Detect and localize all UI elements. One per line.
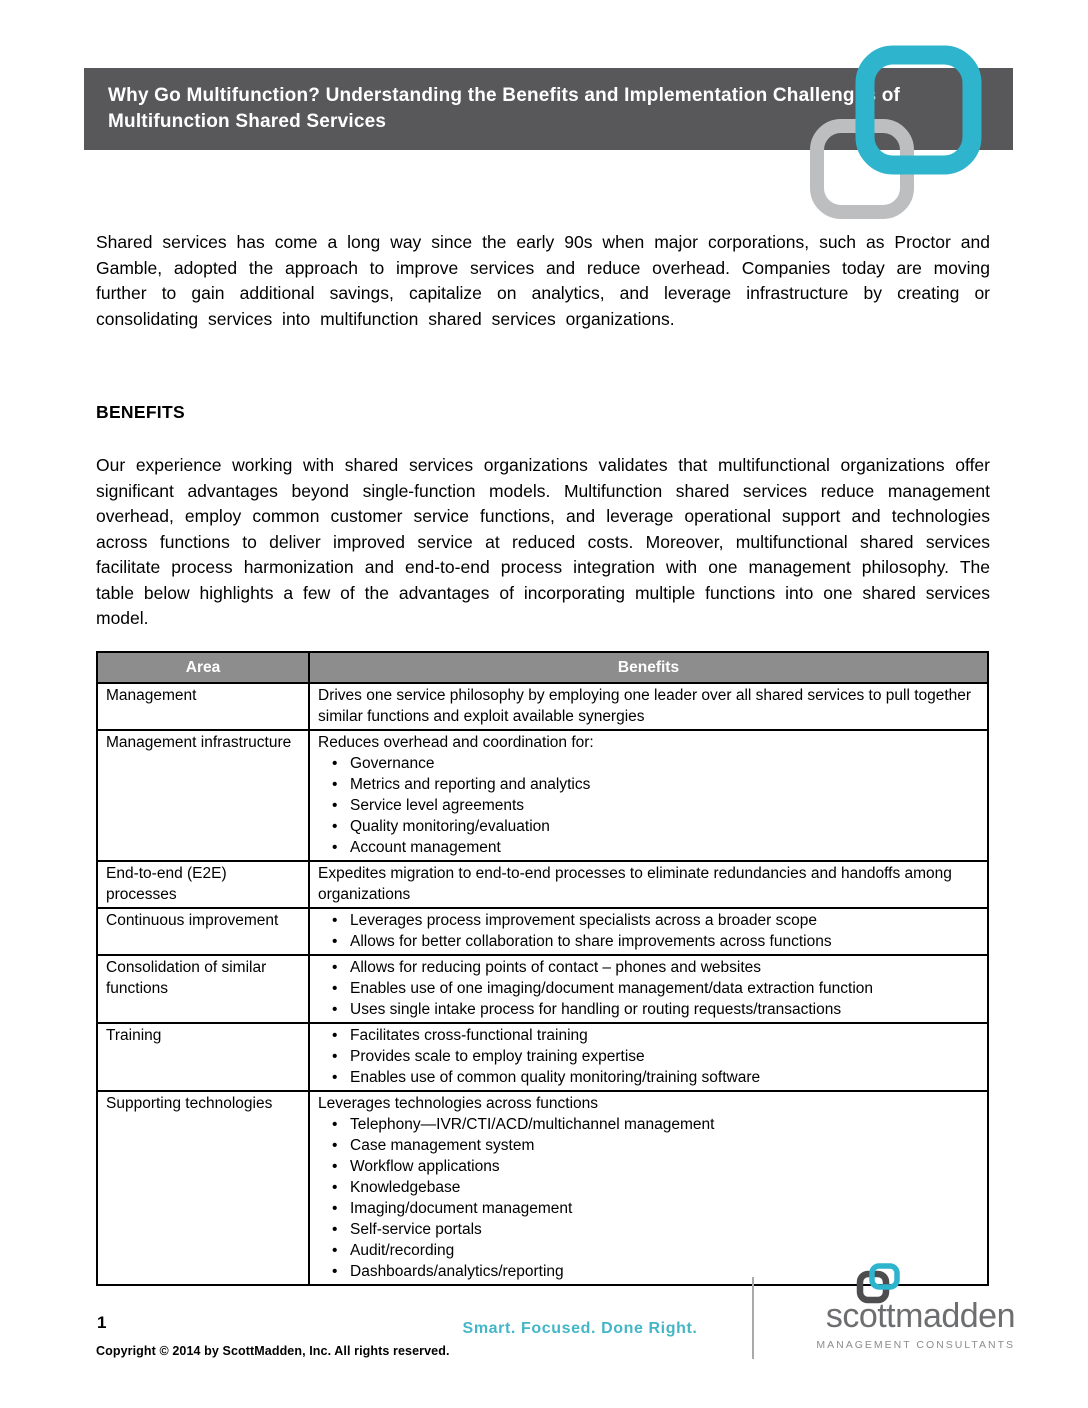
benefits-table-header xyxy=(97,652,988,683)
benefit-bullet-item: • Allows for better collaboration to share improvements across functions xyxy=(318,931,979,952)
footer-divider xyxy=(752,1277,754,1359)
table-row xyxy=(97,908,988,955)
benefit-bullet-item: • Dashboards/analytics/reporting xyxy=(318,1261,979,1282)
area-cell: Management infrastructure xyxy=(97,730,309,861)
benefit-intro: Expedites migration to end-to-end processes to eliminate redundancies and handoffs among organizations xyxy=(318,865,952,903)
area-cell: Management xyxy=(97,683,309,730)
benefit-bullet-item: • Allows for reducing points of contact – phones and websites xyxy=(318,957,979,978)
benefit-bullet-item: • Imaging/document management xyxy=(318,1198,979,1219)
benefit-bullet-list xyxy=(318,1114,979,1282)
benefits-table-body xyxy=(97,683,988,1285)
table-row xyxy=(97,1091,988,1285)
teal-ring-icon xyxy=(865,55,972,165)
footer-logo-subtitle: MANAGEMENT CONSULTANTS xyxy=(816,1339,1015,1351)
area-cell: Training xyxy=(97,1023,309,1091)
benefits-cell xyxy=(309,1023,988,1091)
benefit-bullet-item: • Provides scale to employ training expertise xyxy=(318,1046,979,1067)
column-header-area: Area xyxy=(97,652,309,683)
benefit-bullet-item: • Governance xyxy=(318,753,979,774)
benefit-bullet-list xyxy=(318,1025,979,1088)
table-row xyxy=(97,730,988,861)
benefit-bullet-item: • Audit/recording xyxy=(318,1240,979,1261)
footer-logo xyxy=(805,1296,1015,1351)
area-cell: End-to-end (E2E) processes xyxy=(97,861,309,908)
benefit-bullet-item: • Metrics and reporting and analytics xyxy=(318,774,979,795)
benefits-cell xyxy=(309,1091,988,1285)
benefit-bullet-list xyxy=(318,910,979,952)
benefits-cell xyxy=(309,730,988,861)
benefits-table xyxy=(96,651,989,1286)
benefit-bullet-item: • Workflow applications xyxy=(318,1156,979,1177)
table-row xyxy=(97,1023,988,1091)
document-title: Why Go Multifunction? Understanding the Benefits and Implementation Challenges of Multifunction Shared Services xyxy=(108,85,901,132)
page-number: 1 xyxy=(97,1313,107,1332)
benefit-bullet-item: • Service level agreements xyxy=(318,795,979,816)
footer-logo-name: scottmadden xyxy=(825,1297,1015,1335)
column-header-benefits: Benefits xyxy=(309,652,988,683)
header-row xyxy=(97,652,988,683)
benefit-bullet-item: • Facilitates cross-functional training xyxy=(318,1025,979,1046)
benefit-bullet-item: • Telephony—IVR/CTI/ACD/multichannel management xyxy=(318,1114,979,1135)
scottmadden-logo-mark-icon xyxy=(795,38,990,220)
table-row xyxy=(97,683,988,730)
footer-tagline: Smart. Focused. Done Right. xyxy=(462,1320,698,1337)
area-cell: Consolidation of similar functions xyxy=(97,955,309,1023)
benefit-bullet-item: • Enables use of one imaging/document management/data extraction function xyxy=(318,978,979,999)
area-cell: Continuous improvement xyxy=(97,908,309,955)
copyright-notice: Copyright © 2014 by ScottMadden, Inc. All rights reserved. xyxy=(96,1344,450,1358)
benefit-bullet-item: • Uses single intake process for handling or routing requests/transactions xyxy=(318,999,979,1020)
area-cell: Supporting technologies xyxy=(97,1091,309,1285)
table-row xyxy=(97,955,988,1023)
benefit-bullet-list xyxy=(318,957,979,1020)
benefits-cell xyxy=(309,908,988,955)
benefits-cell xyxy=(309,683,988,730)
benefit-bullet-item: • Account management xyxy=(318,837,979,858)
benefit-bullet-item: • Enables use of common quality monitoring/training software xyxy=(318,1067,979,1088)
benefit-bullet-list xyxy=(318,753,979,858)
benefits-paragraph: Our experience working with shared services organizations validates that multifunctional organizations offer significant advantages beyond single-function models. Multifunction shared services reduce management overhead, employ common customer service functions, and leverage operational support and technologies across functions to deliver improved service at reduced costs. Moreover, multifunctional shared services facilitate process harmonization and end-to-end process integration with one management philosophy. The table below highlights a few of the advantages of incorporating multiple functions into one shared services model. xyxy=(96,455,990,628)
benefits-cell xyxy=(309,955,988,1023)
benefit-intro: Leverages technologies across functions xyxy=(318,1095,599,1112)
benefit-bullet-item: • Self-service portals xyxy=(318,1219,979,1240)
benefit-bullet-item: • Knowledgebase xyxy=(318,1177,979,1198)
benefit-bullet-item: • Quality monitoring/evaluation xyxy=(318,816,979,837)
benefit-intro: Reduces overhead and coordination for: xyxy=(318,734,594,751)
benefit-bullet-item: • Leverages process improvement specialists across a broader scope xyxy=(318,910,979,931)
benefit-intro: Drives one service philosophy by employing one leader over all shared services to pull together similar functions and exploit available synergies xyxy=(318,687,972,725)
benefits-heading: BENEFITS xyxy=(96,402,185,422)
benefits-cell xyxy=(309,861,988,908)
intro-paragraph: Shared services has come a long way since the early 90s when major corporations, such as Proctor and Gamble, adopted the approach to improve services and reduce overhead. Companies today are moving further to gain additional savings, capitalize on analytics, and leverage infrastructure by creating or consolidating services into multifunction shared services organizations. xyxy=(96,232,990,329)
benefit-bullet-item: • Case management system xyxy=(318,1135,979,1156)
table-row xyxy=(97,861,988,908)
